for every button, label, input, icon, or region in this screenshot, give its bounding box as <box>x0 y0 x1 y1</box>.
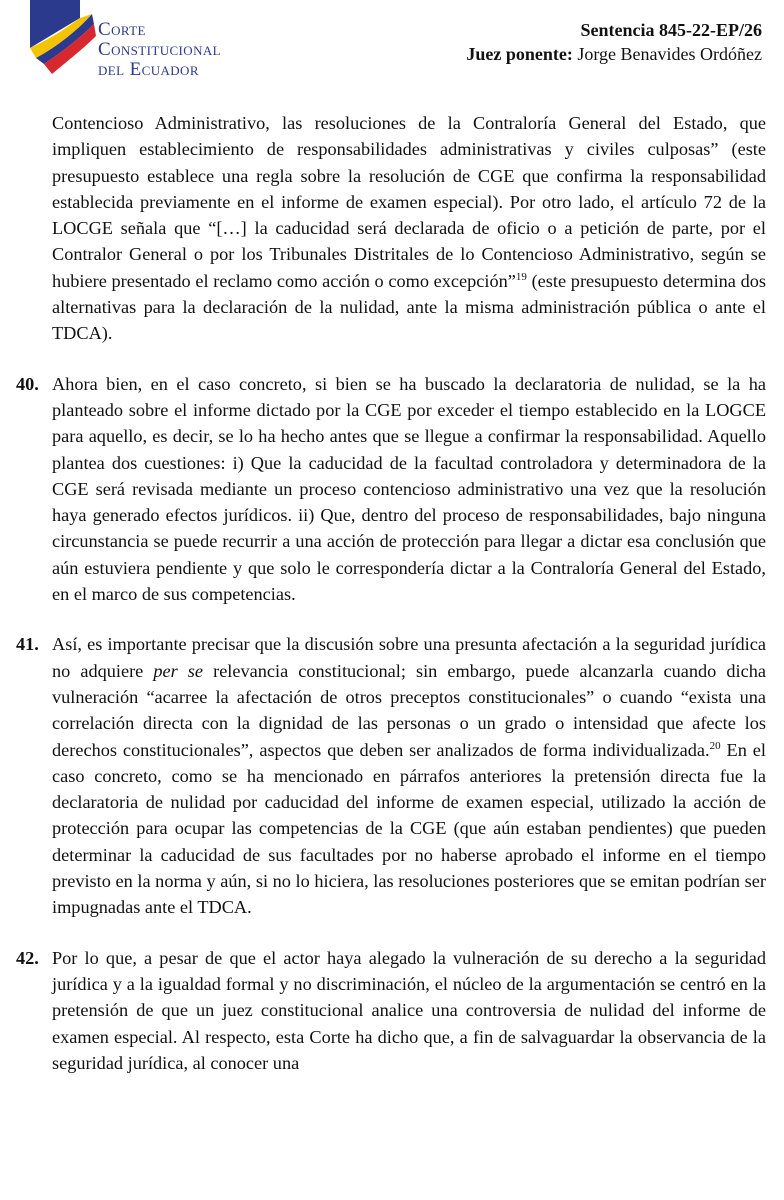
paragraph-41 <box>16 631 766 920</box>
court-name <box>98 20 221 80</box>
paragraph-number: 42. <box>16 947 39 968</box>
footnote-ref-19: 19 <box>515 270 527 283</box>
paragraph-text: Por lo que, a pesar de que el actor haya alegado la vulneración de su derecho a la seguridad jurídica y a la igualdad formal y no discriminación, el núcleo de la argumentación se centró en la pretensión de que un juez constitucional analice una controversia de nulidad del informe de examen especial. Al respecto, esta Corte ha dicho que, a fin de salvaguardar la observancia de la seguridad jurídica, al conocer una <box>52 947 766 1073</box>
paragraph-text <box>52 631 766 920</box>
case-reference <box>466 18 762 66</box>
paragraph-number: 41. <box>16 634 39 655</box>
case-number: Sentencia 845-22-EP/26 <box>580 20 762 40</box>
paragraph-text: Ahora bien, en el caso concreto, si bien se ha buscado la declaratoria de nulidad, se la ha planteado sobre el informe dictado por la CGE por exceder el tiempo establecido en la LOGCE para aquello, es decir, se lo ha hecho antes que se llegue a confirmar la responsabilidad. Aquello plantea dos cuestiones: i) Que la caducidad de la facultad controladora y determinadora de la CGE será revisada mediante un proceso contencioso administrativo una vez que la resolución haya generado efectos jurídicos. ii) Que, dentro del proceso de responsabilidades, bajo ninguna circunstancia se puede recurrir a una acción de protección para llegar a dictar esa conclusión que aún estuviera pendiente y que solo le correspondería dictar a la Contraloría General del Estado, en el marco de sus competencias. <box>52 373 766 605</box>
judge-line <box>466 42 762 66</box>
intro-text-b: (este presupuesto determina dos alternativas para la declaración de la nulidad, ante la misma administración pública o ante el TDCA). <box>52 270 766 344</box>
paragraph-text-c: En el caso concreto, como se ha mencionado en párrafos anteriores la pretensión directa fue la declaratoria de nulidad por caducidad del informe de examen especial, utilizado la acción de protección para ocupar las competencias de la CGE (que aún estaban pendientes) que pueden determinar la caducidad de sus facultades por no haberse aprobado el informe en el tiempo previsto en la norma y aún, si no lo hiciera, las resoluciones posteriores que se emitan podrían ser impugnadas ante el TDCA. <box>52 739 766 918</box>
paragraph-40 <box>16 371 766 608</box>
page-header <box>0 0 784 90</box>
paragraph-text-a: Así, es importante precisar que la discusión sobre una presunta afectación a la seguridad jurídica no adquiere <box>52 634 766 681</box>
paragraph-42 <box>16 945 766 1076</box>
judge-name: Jorge Benavides Ordóñez <box>577 44 762 64</box>
court-name-line-1: Corte <box>98 19 146 40</box>
court-logo <box>30 0 270 82</box>
court-name-line-2: Constitucional <box>98 39 221 60</box>
court-name-line-3: del Ecuador <box>98 59 199 80</box>
latin-phrase: per se <box>153 660 204 681</box>
court-emblem-icon <box>30 0 98 80</box>
judge-label: Juez ponente: <box>466 44 573 64</box>
document-body <box>16 110 766 1100</box>
footnote-ref-20: 20 <box>709 739 721 752</box>
paragraph-text-b: relevancia constitucional; sin embargo, puede alcanzarla cuando dicha vulneración “acarree la afectación de otros preceptos constitucionales” o cuando “exista una correlación directa con la dignidad de las personas o un grado o intensidad que afecte los derechos constitucionales”, aspectos que deben ser analizados de forma individualizada. <box>52 660 766 760</box>
paragraph-number: 40. <box>16 373 39 394</box>
intro-text-a: Contencioso Administrativo, las resoluciones de la Contraloría General del Estado, que impliquen establecimiento de responsabilidades administrativas y civiles culposas” (este presupuesto establece una regla sobre la resolución de CGE que confirma la responsabilidad establecida previamente en el informe de examen especial). Por otro lado, el artículo 72 de la LOCGE señala que “[…] la caducidad será declarada de oficio o a petición de parte, por el Contralor General o por los Tribunales Distritales de lo Contencioso Administrativo, según se hubiere presentado el reclamo como acción o como excepción” <box>52 113 766 291</box>
intro-paragraph <box>16 110 766 347</box>
